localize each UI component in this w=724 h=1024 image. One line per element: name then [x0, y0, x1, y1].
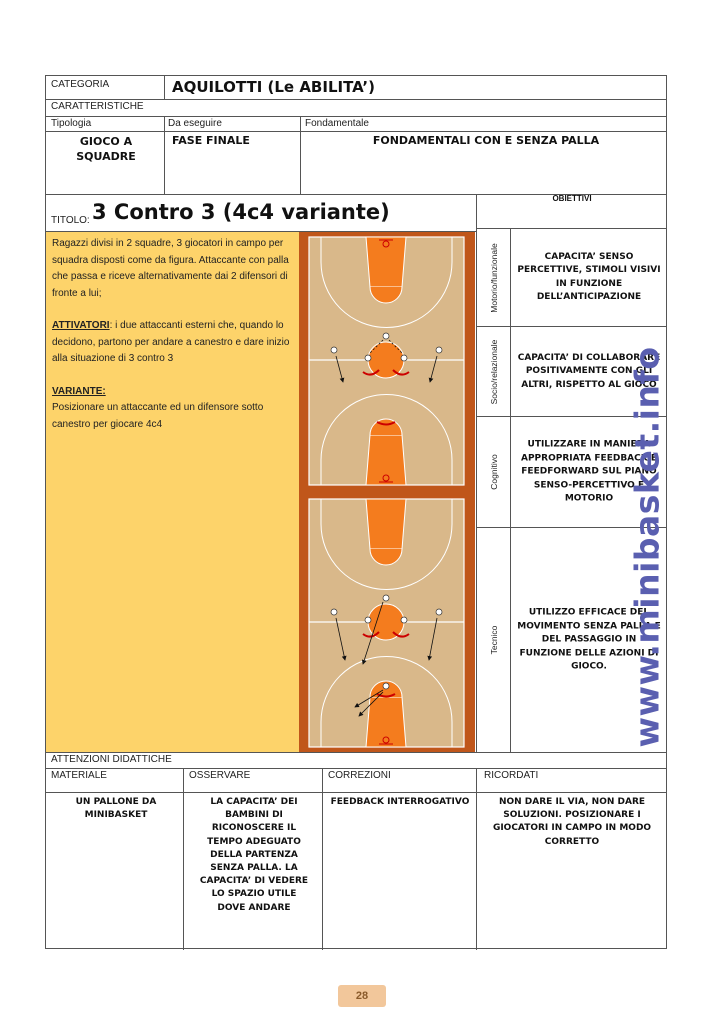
- caratteristiche-label: CARATTERISTICHE: [51, 101, 144, 112]
- attivatori-text: : i due attaccanti esterni che, quando lo decidono, partono per andare a canestro e dare inizio alla situazione di 3 contro 3: [52, 320, 290, 364]
- fondamentale-label: Fondamentale: [305, 118, 369, 129]
- description-variante: [52, 384, 293, 434]
- variante-text: Posizionare un attaccante ed un difensore sotto canestro per giocare 4c4: [52, 402, 264, 430]
- description-attivatori: [52, 318, 293, 368]
- osservare-value: LA CAPACITA’ DEI BAMBINI DI RICONOSCERE IL TEMPO ADEGUATO DELLA PARTENZA SENZA PALLA. LA CAPACITA’ DI VEDERE LO SPAZIO UTILE DOVE ANDARE: [199, 797, 309, 913]
- exercise-description: [46, 232, 299, 752]
- categoria-value: AQUILOTTI (Le ABILITA’): [172, 78, 375, 96]
- objective-text: CAPACITA’ SENSO PERCETTIVE, STIMOLI VISIVI IN FUNZIONE DELL’ANTICIPAZIONE: [517, 251, 661, 302]
- materiale-value: UN PALLONE DA MINIBASKET: [75, 797, 157, 821]
- half-court-top: [309, 237, 464, 485]
- correzioni-value: FEEDBACK INTERROGATIVO: [330, 797, 470, 807]
- ricordati-value: NON DARE IL VIA, NON DARE SOLUZIONI. POSIZIONARE I GIOCATORI IN CAMPO IN MODO CORRETTO: [492, 797, 652, 847]
- court-svg: [299, 232, 475, 752]
- da-eseguire-value: FASE FINALE: [172, 134, 250, 147]
- attenzioni-label: ATTENZIONI DIDATTICHE: [51, 754, 172, 765]
- osservare-label: OSSERVARE: [189, 770, 251, 781]
- variante-label: VARIANTE:: [52, 385, 106, 397]
- correzioni-label: CORREZIONI: [328, 770, 391, 781]
- objective-text: UTILIZZO EFFICACE DEL MOVIMENTO SENZA PALLA E DEL PASSAGGIO IN FUNZIONE DELLE AZIONI DI GIOCO.: [517, 607, 661, 672]
- half-court-bottom: [309, 499, 464, 747]
- description-intro: Ragazzi divisi in 2 squadre, 3 giocatori in campo per squadra disposti come da figura. Attaccante con palla che passa e riceve alternativamente dai 2 difensori di fronte a lui;: [52, 238, 289, 299]
- objective-area-label: Motorio/funzionale: [488, 242, 499, 313]
- categoria-label: CATEGORIA: [51, 79, 110, 90]
- objective-area-label: Cognitivo: [488, 454, 499, 490]
- titolo-value: 3 Contro 3 (4c4 variante): [92, 200, 390, 224]
- court-diagrams: [299, 232, 475, 752]
- titolo-label: TITOLO:: [51, 215, 90, 226]
- objective-area-label: Tecnico: [488, 625, 499, 655]
- attivatori-label: ATTIVATORI: [52, 320, 110, 331]
- objective-text: CAPACITA’ DI COLLABORARE POSITIVAMENTE CON GLI ALTRI, RISPETTO AL GIOCO: [517, 352, 661, 390]
- page-number: 28: [338, 985, 386, 1007]
- exercise-card: [45, 75, 667, 949]
- tipologia-label: Tipologia: [51, 118, 92, 129]
- materiale-label: MATERIALE: [51, 770, 107, 781]
- watermark: www.minibasket.info: [627, 346, 667, 748]
- objective-area-label: Socio/relazionale: [488, 339, 499, 404]
- fondamentale-value: FONDAMENTALI CON E SENZA PALLA: [372, 134, 600, 147]
- tipologia-value: GIOCO A SQUADRE: [76, 135, 136, 163]
- obiettivi-title: OBIETTIVI: [552, 194, 592, 203]
- ricordati-label: RICORDATI: [484, 770, 539, 781]
- da-eseguire-label: Da eseguire: [168, 118, 222, 129]
- objective-text: UTILIZZARE IN MANIERA APPROPRIATA FEEDBACK E FEEDFORWARD SUL PIANO SENSO-PERCETTIVO E MOTORIO: [520, 439, 658, 504]
